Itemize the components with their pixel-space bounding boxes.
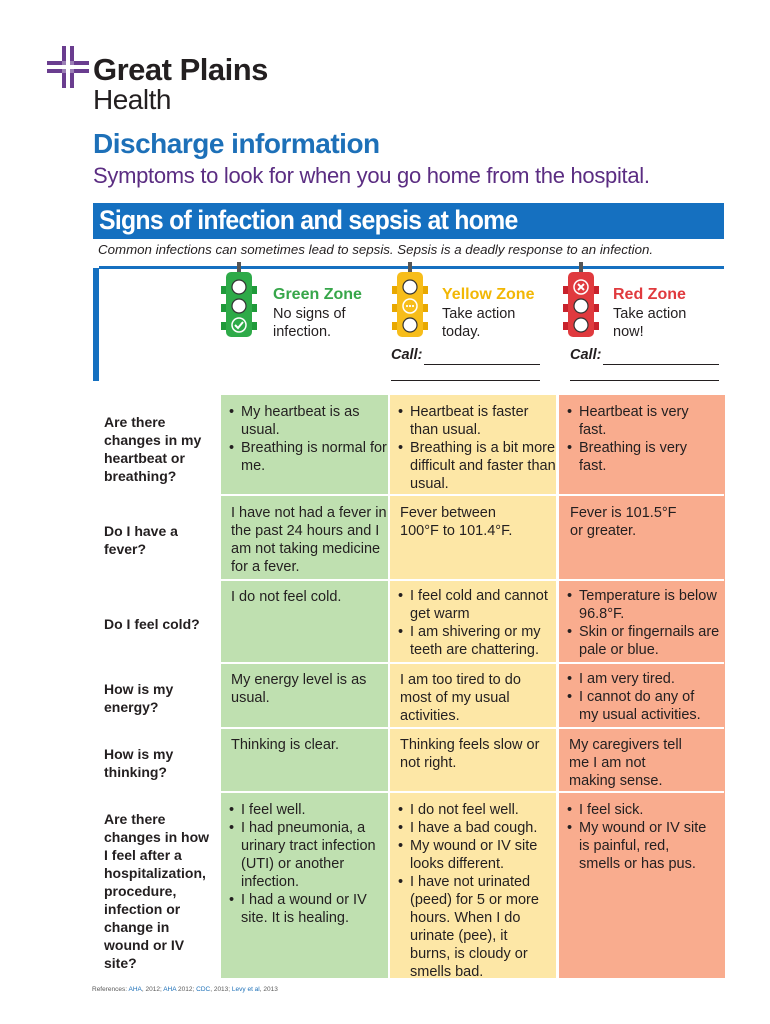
yellow-cell-energy: I am too tired to do most of my usual activities.	[400, 672, 521, 724]
yellow-call-line-2	[391, 380, 540, 382]
green-cell-heartbeat: • My heartbeat is as usual. • Breathing is normal for me.	[229, 403, 387, 475]
logo-text-line2: Health	[93, 84, 171, 115]
yellow-cell-heartbeat: • Heartbeat is faster than usual. • Breathing is a bit more difficult and faster than usual.	[398, 403, 556, 493]
yellow-call-label: Call:	[391, 347, 423, 363]
green-traffic-light-icon	[221, 262, 257, 342]
yellow-zone-desc-2: today.	[442, 324, 481, 340]
yellow-traffic-light-icon	[392, 262, 428, 342]
question-cold: Do I feel cold?	[104, 616, 200, 632]
red-call-line-2	[570, 380, 719, 382]
red-call-line-1	[603, 364, 719, 366]
great-plains-health-logo	[47, 46, 287, 116]
green-zone-desc-1: No signs of	[273, 306, 346, 322]
red-zone-desc-2: now!	[613, 324, 644, 340]
page-subtitle: Symptoms to look for when you go home from the hospital.	[93, 163, 650, 188]
yellow-cell-changes: • I do not feel well. • I have a bad cough. • My wound or IV site looks different. • I have not urinated (peed) for 5 or more hours. When I do urinate (pee), it burns, is cloudy or smells bad.	[398, 801, 548, 981]
red-cell-energy: • I am very tired. • I cannot do any of my usual activities.	[567, 670, 717, 724]
row-divider	[93, 727, 724, 729]
row-divider	[93, 791, 724, 793]
banner-title: Signs of infection and sepsis at home	[99, 205, 518, 235]
yellow-cell-thinking: Thinking feels slow or not right.	[400, 737, 540, 771]
question-thinking: How is my thinking?	[104, 746, 174, 780]
column-divider	[388, 395, 390, 978]
intro-text: Common infections can sometimes lead to sepsis. Sepsis is a deadly response to an infection.	[98, 242, 654, 257]
yellow-cell-cold: • I feel cold and cannot get warm • I am shivering or my teeth are chattering.	[398, 587, 556, 659]
cross-logo-icon	[47, 46, 89, 88]
yellow-call-line-1	[424, 364, 540, 366]
yellow-cell-fever: Fever between 100°F to 101.4°F.	[400, 505, 513, 539]
question-fever: Do I have a fever?	[104, 523, 178, 557]
blue-side-bar	[93, 268, 99, 381]
question-heartbeat: Are there changes in my heartbeat or breathing?	[104, 414, 202, 484]
red-cell-heartbeat: • Heartbeat is very fast. • Breathing is very fast.	[567, 403, 717, 475]
red-zone-desc-1: Take action	[613, 306, 687, 322]
red-cell-thinking: My caregivers tell me I am not making sense.	[569, 737, 682, 789]
references: References: AHA, 2012; AHA 2012; CDC, 2013; Levy et al, 2013	[92, 986, 278, 993]
section-banner	[93, 203, 724, 239]
yellow-zone-title: Yellow Zone	[442, 286, 535, 303]
logo-text-line1: Great Plains	[93, 52, 268, 87]
red-traffic-light-icon	[563, 262, 599, 342]
reference-link[interactable]: AHA	[128, 986, 142, 993]
page-title: Discharge information	[93, 128, 380, 159]
red-cell-fever: Fever is 101.5°F or greater.	[570, 505, 677, 539]
green-zone-desc-2: infection.	[273, 324, 332, 340]
green-cell-thinking: Thinking is clear.	[231, 737, 339, 753]
question-energy: How is my energy?	[104, 681, 174, 715]
column-divider	[557, 395, 559, 978]
green-cell-changes: • I feel well. • I had pneumonia, a urinary tract infection (UTI) or another infection. • I had a wound or IV site. It is healing.	[229, 801, 379, 927]
green-cell-fever: I have not had a fever in the past 24 hours and I am not taking medicine for a fever.	[231, 505, 387, 575]
reference-link[interactable]: AHA	[163, 986, 177, 993]
row-divider	[93, 579, 724, 581]
row-divider	[93, 662, 724, 664]
red-call-label: Call:	[570, 347, 602, 363]
green-cell-energy: My energy level is as usual.	[231, 672, 367, 706]
green-zone-title: Green Zone	[273, 286, 362, 303]
reference-link[interactable]: CDC	[196, 986, 211, 993]
red-cell-changes: • I feel sick. • My wound or IV site is painful, red, smells or has pus.	[567, 801, 707, 873]
reference-link[interactable]: Levy et al	[231, 986, 260, 993]
red-cell-cold: • Temperature is below 96.8°F. • Skin or fingernails are pale or blue.	[567, 587, 725, 659]
green-cell-cold: I do not feel cold.	[231, 589, 342, 605]
red-zone-title: Red Zone	[613, 286, 686, 303]
row-divider	[93, 494, 724, 496]
question-changes: Are there changes in how I feel after a hospitalization, procedure, infection or change in wound or IV site?	[104, 811, 210, 971]
yellow-zone-desc-1: Take action	[442, 306, 516, 322]
